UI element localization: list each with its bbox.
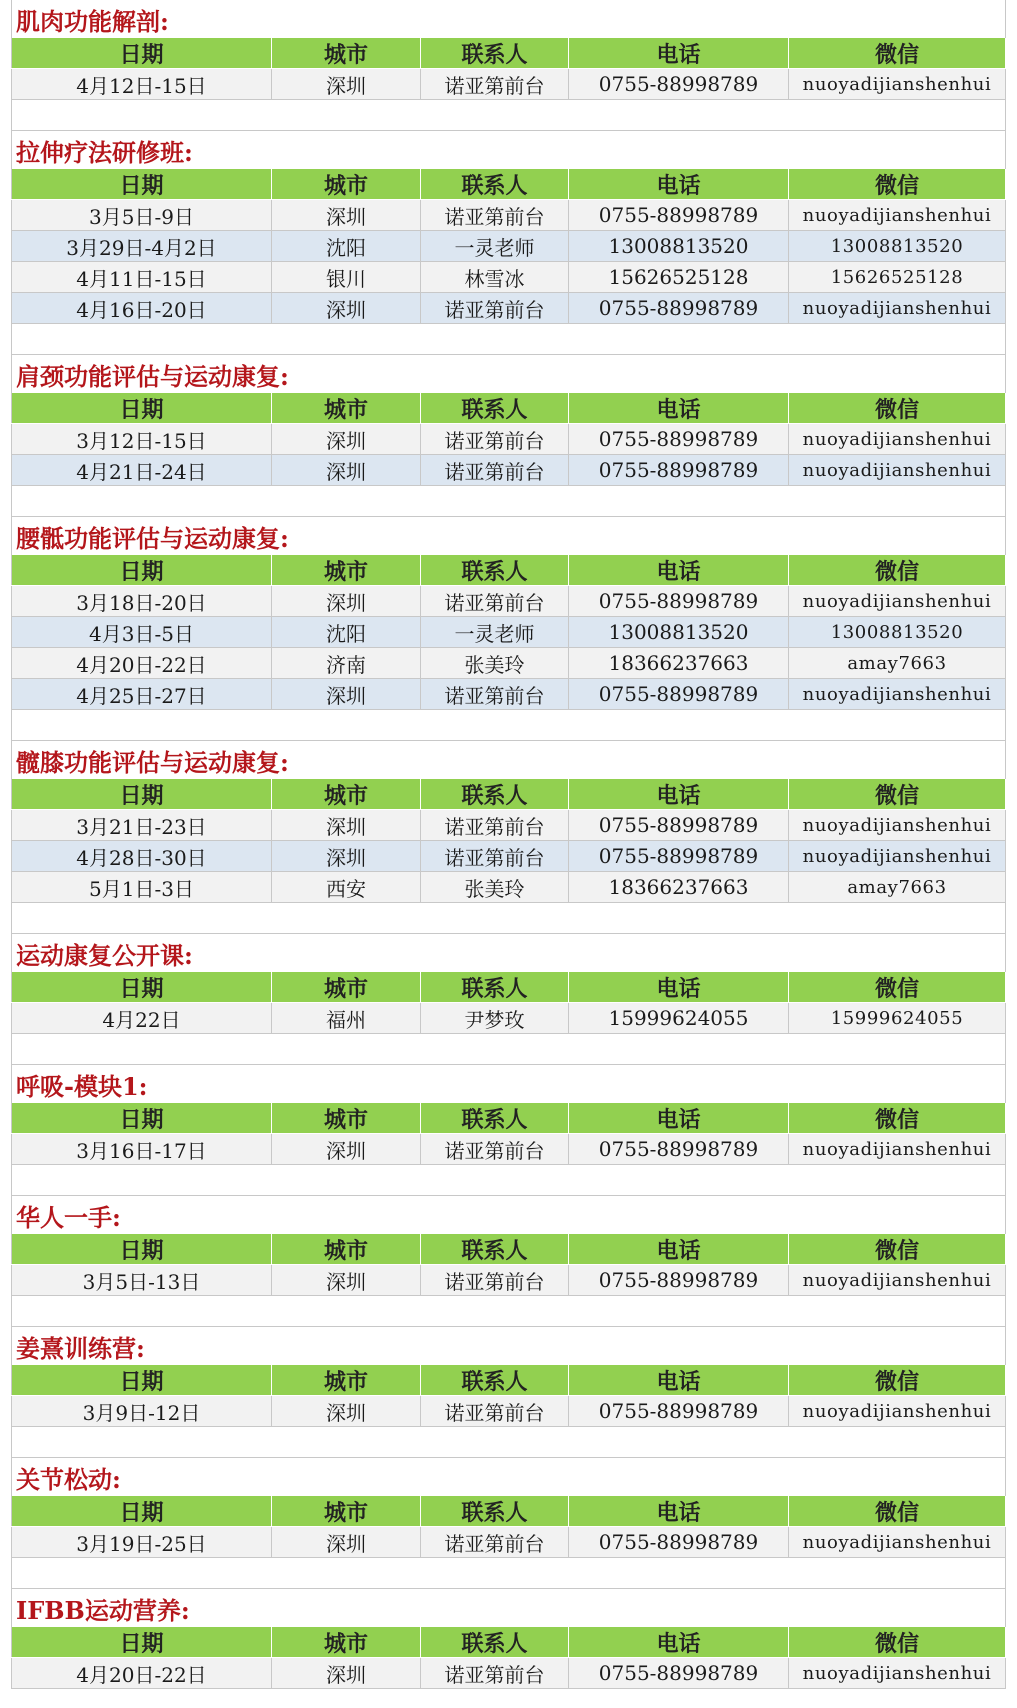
section-title: 华人一手: bbox=[16, 1203, 121, 1232]
column-header: 电话 bbox=[569, 972, 789, 1002]
city-cell: 西安 bbox=[272, 872, 421, 902]
table-header-row bbox=[11, 1496, 1006, 1527]
column-header: 联系人 bbox=[421, 972, 569, 1002]
column-header: 日期 bbox=[11, 1496, 272, 1526]
column-header: 联系人 bbox=[421, 38, 569, 68]
date-cell: 4月28日-30日 bbox=[11, 841, 272, 871]
section-title-row bbox=[11, 1196, 1006, 1234]
column-header: 联系人 bbox=[421, 1103, 569, 1133]
phone-cell: 15999624055 bbox=[569, 1003, 789, 1033]
table-row bbox=[11, 586, 1006, 617]
date-cell: 4月25日-27日 bbox=[11, 679, 272, 709]
city-cell: 沈阳 bbox=[272, 231, 421, 261]
date-cell: 4月20日-22日 bbox=[11, 1658, 272, 1688]
city-cell: 深圳 bbox=[272, 679, 421, 709]
contact-cell: 诺亚第前台 bbox=[421, 455, 569, 485]
date-cell: 4月22日 bbox=[11, 1003, 272, 1033]
course-section bbox=[11, 131, 1006, 355]
column-header: 城市 bbox=[272, 393, 421, 423]
wechat-cell: nuoyadijianshenhui bbox=[789, 200, 1006, 230]
table-header-row bbox=[11, 38, 1006, 69]
section-spacer bbox=[11, 486, 1006, 517]
column-header: 微信 bbox=[789, 779, 1006, 809]
wechat-cell: nuoyadijianshenhui bbox=[789, 1134, 1006, 1164]
column-header: 日期 bbox=[11, 1103, 272, 1133]
city-cell: 银川 bbox=[272, 262, 421, 292]
column-header: 日期 bbox=[11, 169, 272, 199]
contact-cell: 张美玲 bbox=[421, 872, 569, 902]
table-row bbox=[11, 872, 1006, 903]
section-title: 关节松动: bbox=[16, 1465, 121, 1494]
date-cell: 3月9日-12日 bbox=[11, 1396, 272, 1426]
city-cell: 深圳 bbox=[272, 1396, 421, 1426]
column-header: 联系人 bbox=[421, 555, 569, 585]
column-header: 联系人 bbox=[421, 1627, 569, 1657]
phone-cell: 0755-88998789 bbox=[569, 1658, 789, 1688]
table-row bbox=[11, 200, 1006, 231]
column-header: 微信 bbox=[789, 393, 1006, 423]
table-header-row bbox=[11, 1365, 1006, 1396]
city-cell: 深圳 bbox=[272, 1527, 421, 1557]
column-header: 电话 bbox=[569, 555, 789, 585]
phone-cell: 15626525128 bbox=[569, 262, 789, 292]
city-cell: 福州 bbox=[272, 1003, 421, 1033]
contact-cell: 张美玲 bbox=[421, 648, 569, 678]
date-cell: 4月21日-24日 bbox=[11, 455, 272, 485]
wechat-cell: nuoyadijianshenhui bbox=[789, 586, 1006, 616]
contact-cell: 诺亚第前台 bbox=[421, 1265, 569, 1295]
table-header-row bbox=[11, 779, 1006, 810]
wechat-cell: amay7663 bbox=[789, 648, 1006, 678]
phone-cell: 0755-88998789 bbox=[569, 586, 789, 616]
table-row bbox=[11, 1003, 1006, 1034]
phone-cell: 18366237663 bbox=[569, 872, 789, 902]
phone-cell: 0755-88998789 bbox=[569, 1265, 789, 1295]
table-header-row bbox=[11, 972, 1006, 1003]
date-cell: 3月5日-13日 bbox=[11, 1265, 272, 1295]
contact-cell: 诺亚第前台 bbox=[421, 1396, 569, 1426]
column-header: 电话 bbox=[569, 1103, 789, 1133]
table-row bbox=[11, 231, 1006, 262]
column-header: 微信 bbox=[789, 38, 1006, 68]
section-spacer bbox=[11, 1296, 1006, 1327]
section-title: 髋膝功能评估与运动康复: bbox=[16, 748, 289, 777]
table-row bbox=[11, 1527, 1006, 1558]
column-header: 日期 bbox=[11, 779, 272, 809]
section-title-row bbox=[11, 131, 1006, 169]
wechat-cell: nuoyadijianshenhui bbox=[789, 1396, 1006, 1426]
contact-cell: 一灵老师 bbox=[421, 617, 569, 647]
city-cell: 深圳 bbox=[272, 841, 421, 871]
contact-cell: 诺亚第前台 bbox=[421, 293, 569, 323]
column-header: 微信 bbox=[789, 169, 1006, 199]
course-section bbox=[11, 1458, 1006, 1589]
city-cell: 深圳 bbox=[272, 1265, 421, 1295]
contact-cell: 诺亚第前台 bbox=[421, 69, 569, 99]
section-title-row bbox=[11, 1458, 1006, 1496]
column-header: 联系人 bbox=[421, 393, 569, 423]
date-cell: 3月29日-4月2日 bbox=[11, 231, 272, 261]
column-header: 日期 bbox=[11, 555, 272, 585]
column-header: 电话 bbox=[569, 38, 789, 68]
phone-cell: 0755-88998789 bbox=[569, 1134, 789, 1164]
table-row bbox=[11, 679, 1006, 710]
table-header-row bbox=[11, 393, 1006, 424]
phone-cell: 13008813520 bbox=[569, 231, 789, 261]
phone-cell: 0755-88998789 bbox=[569, 455, 789, 485]
column-header: 微信 bbox=[789, 1103, 1006, 1133]
column-header: 日期 bbox=[11, 1234, 272, 1264]
column-header: 城市 bbox=[272, 1234, 421, 1264]
column-header: 联系人 bbox=[421, 779, 569, 809]
column-header: 城市 bbox=[272, 555, 421, 585]
contact-cell: 诺亚第前台 bbox=[421, 1134, 569, 1164]
column-header: 微信 bbox=[789, 555, 1006, 585]
contact-cell: 诺亚第前台 bbox=[421, 200, 569, 230]
contact-cell: 尹梦玫 bbox=[421, 1003, 569, 1033]
section-title-row bbox=[11, 1327, 1006, 1365]
column-header: 城市 bbox=[272, 972, 421, 1002]
column-header: 城市 bbox=[272, 169, 421, 199]
column-header: 城市 bbox=[272, 779, 421, 809]
section-spacer bbox=[11, 710, 1006, 741]
date-cell: 3月12日-15日 bbox=[11, 424, 272, 454]
column-header: 电话 bbox=[569, 169, 789, 199]
date-cell: 4月3日-5日 bbox=[11, 617, 272, 647]
column-header: 微信 bbox=[789, 1496, 1006, 1526]
city-cell: 深圳 bbox=[272, 1658, 421, 1688]
course-section bbox=[11, 741, 1006, 934]
phone-cell: 18366237663 bbox=[569, 648, 789, 678]
course-section bbox=[11, 517, 1006, 741]
wechat-cell: nuoyadijianshenhui bbox=[789, 424, 1006, 454]
city-cell: 深圳 bbox=[272, 424, 421, 454]
column-header: 城市 bbox=[272, 1496, 421, 1526]
table-row bbox=[11, 1265, 1006, 1296]
phone-cell: 0755-88998789 bbox=[569, 841, 789, 871]
column-header: 联系人 bbox=[421, 1234, 569, 1264]
course-section bbox=[11, 1065, 1006, 1196]
wechat-cell: nuoyadijianshenhui bbox=[789, 69, 1006, 99]
column-header: 电话 bbox=[569, 1234, 789, 1264]
section-spacer bbox=[11, 1165, 1006, 1196]
column-header: 电话 bbox=[569, 1365, 789, 1395]
column-header: 联系人 bbox=[421, 1365, 569, 1395]
contact-cell: 诺亚第前台 bbox=[421, 1658, 569, 1688]
phone-cell: 0755-88998789 bbox=[569, 200, 789, 230]
column-header: 城市 bbox=[272, 1103, 421, 1133]
phone-cell: 0755-88998789 bbox=[569, 679, 789, 709]
phone-cell: 0755-88998789 bbox=[569, 69, 789, 99]
section-spacer bbox=[11, 100, 1006, 131]
table-header-row bbox=[11, 555, 1006, 586]
section-title-row bbox=[11, 355, 1006, 393]
table-row bbox=[11, 1658, 1006, 1689]
phone-cell: 0755-88998789 bbox=[569, 1527, 789, 1557]
course-section bbox=[11, 355, 1006, 517]
column-header: 微信 bbox=[789, 972, 1006, 1002]
section-title: IFBB运动营养: bbox=[16, 1596, 190, 1625]
wechat-cell: nuoyadijianshenhui bbox=[789, 1527, 1006, 1557]
column-header: 日期 bbox=[11, 393, 272, 423]
date-cell: 4月20日-22日 bbox=[11, 648, 272, 678]
city-cell: 深圳 bbox=[272, 1134, 421, 1164]
city-cell: 济南 bbox=[272, 648, 421, 678]
column-header: 日期 bbox=[11, 38, 272, 68]
date-cell: 3月5日-9日 bbox=[11, 200, 272, 230]
column-header: 微信 bbox=[789, 1234, 1006, 1264]
city-cell: 沈阳 bbox=[272, 617, 421, 647]
city-cell: 深圳 bbox=[272, 810, 421, 840]
city-cell: 深圳 bbox=[272, 586, 421, 616]
contact-cell: 一灵老师 bbox=[421, 231, 569, 261]
wechat-cell: 15626525128 bbox=[789, 262, 1006, 292]
section-title: 呼吸-模块1: bbox=[16, 1072, 148, 1101]
wechat-cell: nuoyadijianshenhui bbox=[789, 1265, 1006, 1295]
city-cell: 深圳 bbox=[272, 200, 421, 230]
contact-cell: 诺亚第前台 bbox=[421, 810, 569, 840]
wechat-cell: amay7663 bbox=[789, 872, 1006, 902]
course-section bbox=[11, 934, 1006, 1065]
wechat-cell: nuoyadijianshenhui bbox=[789, 455, 1006, 485]
column-header: 电话 bbox=[569, 779, 789, 809]
section-title-row bbox=[11, 517, 1006, 555]
table-row bbox=[11, 293, 1006, 324]
course-section bbox=[11, 1327, 1006, 1458]
table-header-row bbox=[11, 1627, 1006, 1658]
date-cell: 5月1日-3日 bbox=[11, 872, 272, 902]
table-row bbox=[11, 1396, 1006, 1427]
column-header: 微信 bbox=[789, 1627, 1006, 1657]
section-spacer bbox=[11, 1034, 1006, 1065]
table-row bbox=[11, 648, 1006, 679]
table-row bbox=[11, 841, 1006, 872]
table-row bbox=[11, 262, 1006, 293]
section-title-row bbox=[11, 0, 1006, 38]
phone-cell: 0755-88998789 bbox=[569, 293, 789, 323]
column-header: 日期 bbox=[11, 972, 272, 1002]
table-header-row bbox=[11, 1234, 1006, 1265]
date-cell: 3月18日-20日 bbox=[11, 586, 272, 616]
date-cell: 4月12日-15日 bbox=[11, 69, 272, 99]
date-cell: 3月16日-17日 bbox=[11, 1134, 272, 1164]
wechat-cell: nuoyadijianshenhui bbox=[789, 810, 1006, 840]
column-header: 城市 bbox=[272, 1365, 421, 1395]
section-spacer bbox=[11, 1558, 1006, 1589]
date-cell: 3月21日-23日 bbox=[11, 810, 272, 840]
table-row bbox=[11, 810, 1006, 841]
section-title-row bbox=[11, 1065, 1006, 1103]
wechat-cell: 13008813520 bbox=[789, 231, 1006, 261]
table-row bbox=[11, 617, 1006, 648]
phone-cell: 13008813520 bbox=[569, 617, 789, 647]
wechat-cell: nuoyadijianshenhui bbox=[789, 841, 1006, 871]
city-cell: 深圳 bbox=[272, 293, 421, 323]
contact-cell: 林雪冰 bbox=[421, 262, 569, 292]
wechat-cell: nuoyadijianshenhui bbox=[789, 1658, 1006, 1688]
contact-cell: 诺亚第前台 bbox=[421, 841, 569, 871]
section-title: 肌肉功能解剖: bbox=[16, 7, 169, 36]
section-title-row bbox=[11, 1589, 1006, 1627]
course-section bbox=[11, 1196, 1006, 1327]
section-title: 运动康复公开课: bbox=[16, 941, 193, 970]
section-title: 姜熹训练营: bbox=[16, 1334, 145, 1363]
column-header: 日期 bbox=[11, 1627, 272, 1657]
contact-cell: 诺亚第前台 bbox=[421, 1527, 569, 1557]
column-header: 城市 bbox=[272, 38, 421, 68]
table-row bbox=[11, 69, 1006, 100]
section-spacer bbox=[11, 903, 1006, 934]
course-schedule-sheet bbox=[11, 0, 1006, 1689]
section-title-row bbox=[11, 934, 1006, 972]
section-title: 拉伸疗法研修班: bbox=[16, 138, 193, 167]
column-header: 城市 bbox=[272, 1627, 421, 1657]
wechat-cell: 13008813520 bbox=[789, 617, 1006, 647]
phone-cell: 0755-88998789 bbox=[569, 1396, 789, 1426]
table-header-row bbox=[11, 169, 1006, 200]
column-header: 电话 bbox=[569, 1496, 789, 1526]
column-header: 电话 bbox=[569, 1627, 789, 1657]
wechat-cell: nuoyadijianshenhui bbox=[789, 679, 1006, 709]
contact-cell: 诺亚第前台 bbox=[421, 424, 569, 454]
section-title-row bbox=[11, 741, 1006, 779]
city-cell: 深圳 bbox=[272, 455, 421, 485]
date-cell: 4月16日-20日 bbox=[11, 293, 272, 323]
wechat-cell: nuoyadijianshenhui bbox=[789, 293, 1006, 323]
phone-cell: 0755-88998789 bbox=[569, 810, 789, 840]
column-header: 电话 bbox=[569, 393, 789, 423]
column-header: 联系人 bbox=[421, 1496, 569, 1526]
date-cell: 3月19日-25日 bbox=[11, 1527, 272, 1557]
course-section bbox=[11, 1589, 1006, 1689]
section-title: 腰骶功能评估与运动康复: bbox=[16, 524, 289, 553]
column-header: 日期 bbox=[11, 1365, 272, 1395]
section-spacer bbox=[11, 1427, 1006, 1458]
column-header: 微信 bbox=[789, 1365, 1006, 1395]
phone-cell: 0755-88998789 bbox=[569, 424, 789, 454]
course-section bbox=[11, 0, 1006, 131]
table-row bbox=[11, 455, 1006, 486]
section-title: 肩颈功能评估与运动康复: bbox=[16, 362, 289, 391]
date-cell: 4月11日-15日 bbox=[11, 262, 272, 292]
table-header-row bbox=[11, 1103, 1006, 1134]
table-row bbox=[11, 424, 1006, 455]
section-spacer bbox=[11, 324, 1006, 355]
column-header: 联系人 bbox=[421, 169, 569, 199]
table-row bbox=[11, 1134, 1006, 1165]
city-cell: 深圳 bbox=[272, 69, 421, 99]
wechat-cell: 15999624055 bbox=[789, 1003, 1006, 1033]
contact-cell: 诺亚第前台 bbox=[421, 586, 569, 616]
contact-cell: 诺亚第前台 bbox=[421, 679, 569, 709]
